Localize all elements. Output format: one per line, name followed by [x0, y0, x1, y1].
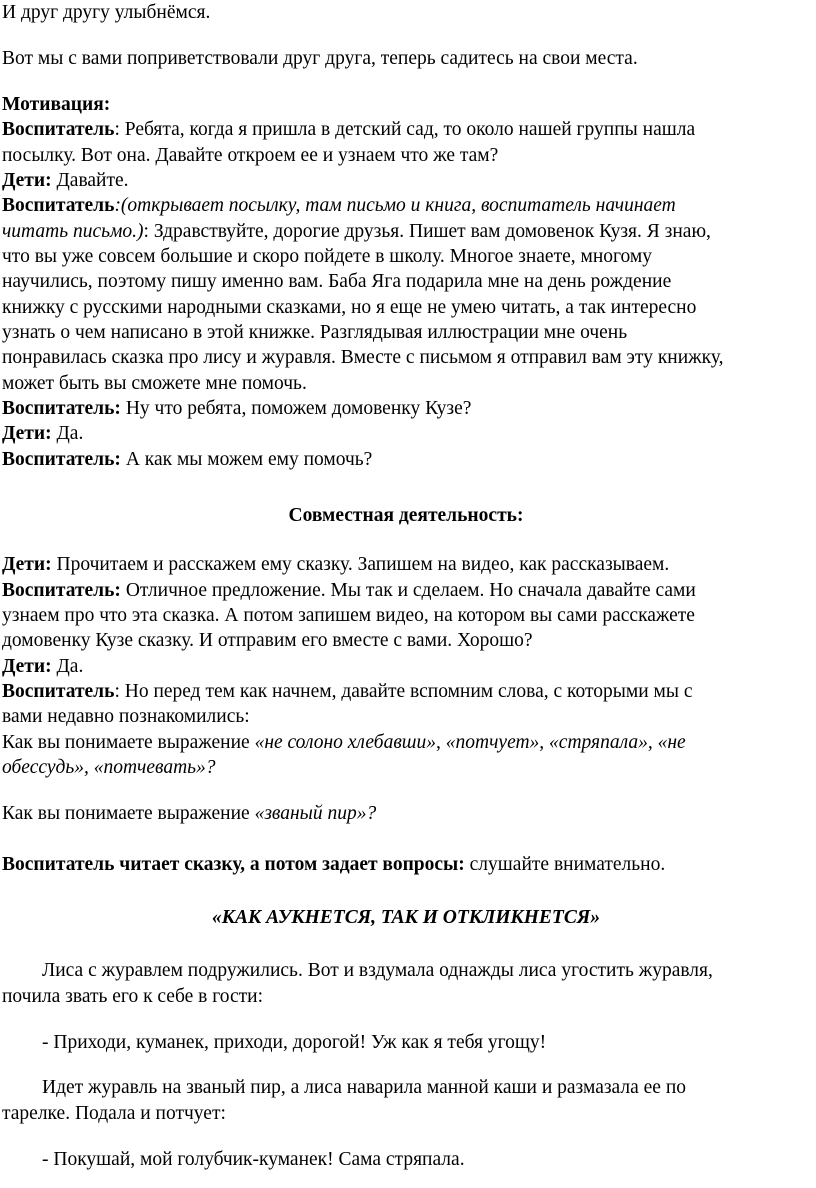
text-line	[2, 552, 810, 577]
text-line	[2, 984, 810, 1009]
text-run: И друг другу улыбнёмся.	[2, 2, 211, 23]
text-run: Да.	[51, 423, 84, 444]
text-line	[2, 679, 810, 704]
text-run: Да.	[51, 656, 84, 677]
text-line	[42, 1075, 810, 1100]
text-run: книжку с русскими народными сказками, но я еще не умею читать, а так интересно	[2, 297, 697, 318]
text-line	[2, 219, 810, 244]
text-line	[42, 1147, 810, 1172]
text-run: может быть вы сможете мне помочь.	[2, 373, 307, 394]
bold-italic-text: «КАК АУКНЕТСЯ, ТАК И ОТКЛИКНЕТСЯ»	[211, 907, 601, 928]
text-run: узнаем про что эта сказка. А потом запишем видео, на котором вы сами расскажете	[2, 605, 695, 626]
text-line	[42, 958, 810, 983]
text-line	[2, 730, 810, 755]
text-run: понравилась сказка про лису и журавля. Вместе с письмом я отправил вам эту книжку,	[2, 347, 724, 368]
bold-text: Воспитатель читает сказку, а потом задает вопросы:	[2, 854, 465, 875]
text-line	[2, 852, 810, 877]
text-run: А как мы можем ему помочь?	[120, 449, 373, 470]
text-line	[2, 1101, 810, 1126]
text-run: что вы уже совсем большие и скоро пойдете в школу. Многое знаете, многому	[2, 246, 653, 267]
bold-text: Воспитатель:	[2, 449, 121, 470]
text-line	[2, 503, 810, 528]
text-run: Ну что ребята, поможем домовенку Кузе?	[120, 398, 472, 419]
text-run: вами недавно познакомились:	[2, 706, 250, 727]
text-line	[2, 92, 810, 117]
bold-text: Совместная деятельность:	[288, 505, 524, 526]
text-run: Идет журавль на званый пир, а лиса наварила манной каши и размазала ее по	[42, 1077, 687, 1098]
italic-text: обессудь», «потчевать»?	[2, 757, 216, 778]
text-line	[2, 654, 810, 679]
bold-text: Дети:	[2, 170, 52, 191]
text-run: - Приходи, куманек, приходи, дорогой! Уж как я тебя угощу!	[42, 1032, 547, 1053]
text-line	[2, 193, 810, 218]
text-run: слушайте внимательно.	[464, 854, 666, 875]
bold-text: Воспитатель:	[2, 580, 121, 601]
text-line	[2, 704, 810, 729]
text-run: узнать о чем написано в этой книжке. Разглядывая иллюстрации мне очень	[2, 322, 628, 343]
text-line	[2, 801, 810, 826]
text-line	[2, 143, 810, 168]
text-run: : Ребята, когда я пришла в детский сад, то около нашей группы нашла	[114, 119, 696, 140]
text-run: - Покушай, мой голубчик-куманек! Сама стряпала.	[42, 1149, 465, 1170]
text-run: : Но перед тем как начнем, давайте вспомним слова, с которыми мы с	[114, 681, 693, 702]
text-line	[2, 421, 810, 446]
bold-text: Дети:	[2, 554, 52, 575]
text-line	[2, 117, 810, 142]
text-line	[2, 244, 810, 269]
bold-text: Дети:	[2, 423, 52, 444]
bold-text: Воспитатель:	[2, 398, 121, 419]
text-run: посылку. Вот она. Давайте откроем ее и узнаем что же там?	[2, 145, 499, 166]
italic-text: «не солоно хлебавши», «потчует», «стряпала», «не	[254, 732, 686, 753]
text-line	[2, 905, 810, 930]
text-run: Отличное предложение. Мы так и сделаем. Но сначала давайте сами	[120, 580, 696, 601]
text-line	[42, 1030, 810, 1055]
text-run: Прочитаем и расскажем ему сказку. Запишем на видео, как рассказываем.	[51, 554, 670, 575]
text-line	[2, 371, 810, 396]
italic-text: :(открывает посылку, там письмо и книга, воспитатель начинает	[114, 195, 676, 216]
text-line	[2, 628, 810, 653]
text-line	[2, 578, 810, 603]
text-run: Как вы понимаете выражение	[2, 803, 255, 824]
text-line	[2, 168, 810, 193]
text-run: научились, поэтому пишу именно вам. Баба Яга подарила мне на день рождение	[2, 271, 672, 292]
bold-text: Воспитатель	[2, 195, 115, 216]
italic-text: читать письмо.)	[2, 221, 144, 242]
text-run: почила звать его к себе в гости:	[2, 986, 264, 1007]
text-run: Вот мы с вами поприветствовали друг друга, теперь садитесь на свои места.	[2, 48, 638, 69]
text-line	[2, 345, 810, 370]
text-run: Как вы понимаете выражение	[2, 732, 255, 753]
text-run: Лиса с журавлем подружились. Вот и вздумала однажды лиса угостить журавля,	[42, 960, 713, 981]
text-line	[2, 320, 810, 345]
bold-text: Воспитатель	[2, 681, 115, 702]
text-line	[2, 0, 810, 25]
text-run: : Здравствуйте, дорогие друзья. Пишет вам домовенок Кузя. Я знаю,	[143, 221, 711, 242]
italic-text: «званый пир»?	[254, 803, 377, 824]
text-line	[2, 396, 810, 421]
text-line	[2, 447, 810, 472]
text-line	[2, 46, 810, 71]
text-line	[2, 269, 810, 294]
bold-text: Воспитатель	[2, 119, 115, 140]
text-run: Давайте.	[51, 170, 129, 191]
text-run: тарелке. Подала и потчует:	[2, 1103, 226, 1124]
bold-text: Дети:	[2, 656, 52, 677]
text-line	[2, 295, 810, 320]
bold-text: Мотивация:	[2, 94, 111, 115]
text-line	[2, 755, 810, 780]
text-line	[2, 603, 810, 628]
text-run: домовенку Кузе сказку. И отправим его вместе с вами. Хорошо?	[2, 630, 533, 651]
